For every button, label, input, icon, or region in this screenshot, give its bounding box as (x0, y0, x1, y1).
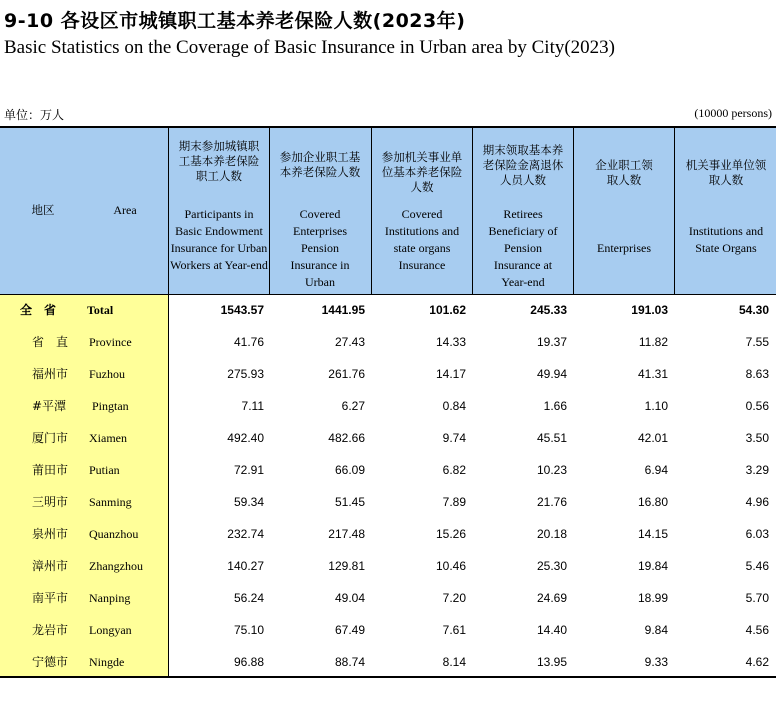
cell-value: 18.99 (637, 591, 668, 605)
cell-value: 6.82 (442, 463, 466, 477)
row-area-en: Fuzhou (89, 367, 125, 381)
row-area-en: Ningde (89, 655, 125, 669)
cell-value: 261.76 (328, 367, 365, 381)
row-area-en: Xiamen (89, 431, 127, 445)
cell-value: 49.04 (334, 591, 365, 605)
row-area-en: Putian (89, 463, 120, 477)
row-area-en: Pingtan (92, 399, 129, 413)
header-col4-cn: 期末领取基本养老保险金离退休人员人数 (482, 143, 564, 187)
row-area-cn: 南平市 (32, 591, 69, 605)
cell-value: 8.14 (442, 655, 466, 669)
table-row (0, 390, 776, 422)
row-area-cn: 福州市 (32, 367, 69, 381)
cell-value: 54.30 (738, 303, 769, 317)
header-col6-en: Institutions and State Organs (688, 224, 764, 255)
cell-value: 96.88 (233, 655, 264, 669)
table-row (0, 582, 776, 614)
header-area-cn: 地区 (31, 203, 55, 217)
table-row (0, 550, 776, 582)
cell-value: 41.76 (233, 335, 264, 349)
cell-value: 19.84 (637, 559, 668, 573)
table-row (0, 358, 776, 390)
row-area-cn: 莆田市 (32, 463, 69, 477)
cell-value: 88.74 (334, 655, 365, 669)
row-area-en: Longyan (89, 623, 132, 637)
cell-value: 49.94 (536, 367, 567, 381)
header-divider (371, 128, 372, 294)
row-area-en: Total (87, 303, 114, 317)
cell-value: 75.10 (233, 623, 264, 637)
table-title-en: Basic Statistics on the Coverage of Basic Insurance in Urban area by City(2023) (4, 37, 615, 58)
cell-value: 42.01 (637, 431, 668, 445)
header-area-en: Area (113, 203, 137, 217)
header-divider (573, 128, 574, 294)
header-divider (674, 128, 675, 294)
row-area-cn: 厦门市 (32, 431, 69, 445)
cell-value: 5.70 (745, 591, 769, 605)
table-row (0, 422, 776, 454)
cell-value: 492.40 (227, 431, 264, 445)
row-area-cn: #平潭 (32, 399, 67, 413)
cell-value: 232.74 (227, 527, 264, 541)
header-col3-cn: 参加机关事业单位基本养老保险人数 (381, 150, 463, 194)
cell-value: 4.62 (745, 655, 769, 669)
cell-value: 0.84 (442, 399, 466, 413)
cell-value: 24.69 (536, 591, 567, 605)
cell-value: 72.91 (233, 463, 264, 477)
cell-value: 16.80 (637, 495, 668, 509)
cell-value: 3.29 (745, 463, 769, 477)
cell-value: 7.89 (442, 495, 466, 509)
cell-value: 245.33 (530, 303, 567, 317)
table-row-total (0, 294, 776, 326)
cell-value: 7.11 (241, 399, 264, 413)
row-area-en: Province (89, 335, 132, 349)
unit-label-cn: 单位：万人 (4, 108, 65, 122)
unit-label-en: (10000 persons) (694, 106, 772, 120)
cell-value: 13.95 (536, 655, 567, 669)
header-col2-en: Covered Enterprises Pension Insurance in Urban (290, 207, 350, 289)
header-col1-en: Participants in Basic Endowment Insurance for Urban Workers at Year-end (170, 207, 268, 272)
cell-value: 1441.95 (321, 303, 365, 317)
cell-value: 10.23 (536, 463, 567, 477)
header-divider (472, 128, 473, 294)
table-row (0, 326, 776, 358)
cell-value: 129.81 (328, 559, 365, 573)
cell-value: 3.50 (745, 431, 769, 445)
cell-value: 21.76 (536, 495, 567, 509)
row-area-cn: 宁德市 (32, 655, 69, 669)
header-col3-en: Covered Institutions and state organs Insurance (384, 207, 460, 272)
row-area-cn: 三明市 (32, 495, 69, 509)
cell-value: 10.46 (435, 559, 466, 573)
row-area-cn: 全 省 (20, 303, 57, 317)
row-area-en: Sanming (89, 495, 132, 509)
cell-value: 7.20 (442, 591, 466, 605)
cell-value: 56.24 (233, 591, 264, 605)
cell-value: 6.03 (745, 527, 769, 541)
cell-value: 275.93 (227, 367, 264, 381)
cell-value: 5.46 (745, 559, 769, 573)
cell-value: 14.40 (536, 623, 567, 637)
header-col2-cn: 参加企业职工基本养老保险人数 (279, 150, 361, 179)
cell-value: 67.49 (334, 623, 365, 637)
table-title-cn: 9-10 各设区市城镇职工基本养老保险人数(2023年) (4, 10, 466, 32)
header-col6-cn: 机关事业单位领取人数 (685, 158, 767, 187)
cell-value: 15.26 (435, 527, 466, 541)
header-divider (269, 128, 270, 294)
row-area-cn: 龙岩市 (32, 623, 69, 637)
row-area-en: Quanzhou (89, 527, 139, 541)
cell-value: 101.62 (429, 303, 466, 317)
cell-value: 0.56 (745, 399, 769, 413)
table-row (0, 454, 776, 486)
cell-value: 59.34 (233, 495, 264, 509)
row-area-cn: 漳州市 (32, 559, 69, 573)
cell-value: 9.74 (442, 431, 466, 445)
cell-value: 7.55 (745, 335, 769, 349)
header-col5-cn: 企业职工领取人数 (595, 158, 653, 187)
cell-value: 41.31 (637, 367, 668, 381)
table-row (0, 614, 776, 646)
cell-value: 11.82 (638, 335, 668, 349)
cell-value: 19.37 (536, 335, 567, 349)
cell-value: 25.30 (536, 559, 567, 573)
row-area-cn: 省 直 (32, 335, 69, 349)
row-area-en: Zhangzhou (89, 559, 143, 573)
cell-value: 1.10 (644, 399, 668, 413)
cell-value: 191.03 (631, 303, 668, 317)
header-col1-cn: 期末参加城镇职工基本养老保险职工人数 (178, 139, 260, 183)
cell-value: 4.96 (745, 495, 769, 509)
cell-value: 14.33 (435, 335, 466, 349)
cell-value: 14.17 (435, 367, 466, 381)
cell-value: 9.84 (644, 623, 668, 637)
cell-value: 4.56 (745, 623, 769, 637)
cell-value: 51.45 (334, 495, 365, 509)
cell-value: 45.51 (536, 431, 567, 445)
cell-value: 1.66 (543, 399, 567, 413)
cell-value: 20.18 (536, 527, 567, 541)
row-area-cn: 泉州市 (32, 527, 69, 541)
cell-value: 66.09 (334, 463, 365, 477)
cell-value: 6.27 (341, 399, 365, 413)
cell-value: 14.15 (637, 527, 668, 541)
cell-value: 6.94 (644, 463, 668, 477)
cell-value: 7.61 (442, 623, 466, 637)
cell-value: 217.48 (328, 527, 365, 541)
cell-value: 8.63 (745, 367, 769, 381)
cell-value: 27.43 (334, 335, 365, 349)
cell-value: 9.33 (644, 655, 668, 669)
header-col4-en: Retirees Beneficiary of Pension Insurance at Year-end (488, 207, 558, 289)
top-rule (0, 126, 776, 128)
table-row (0, 518, 776, 550)
table-row (0, 646, 776, 678)
header-col5-en: Enterprises (597, 241, 651, 255)
cell-value: 482.66 (328, 431, 365, 445)
cell-value: 140.27 (227, 559, 264, 573)
row-area-en: Nanping (89, 591, 131, 605)
cell-value: 1543.57 (220, 303, 264, 317)
table-row (0, 486, 776, 518)
